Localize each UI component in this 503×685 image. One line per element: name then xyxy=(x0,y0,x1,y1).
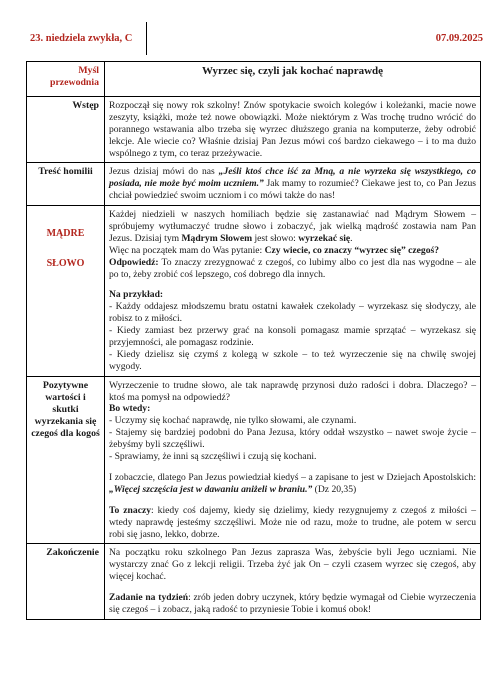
because-item: - Uczymy się kochać naprawdę, nie tylko słowami, ale czynami. xyxy=(109,415,357,427)
because-title: Bo wtedy: xyxy=(109,403,151,415)
weekly-task-paragraph xyxy=(109,592,476,616)
liturgical-day: 23. niedziela zwykła, C xyxy=(22,22,147,55)
positive-intro: Wyrzeczenie to trudne słowo, ale tak naprawdę przynosi dużo radości i dobra. Dlaczego? – ktoś ma pomysł na odpowiedź? xyxy=(109,379,476,403)
wise-word-term: Mądrym Słowem xyxy=(181,232,253,244)
homily-content-text xyxy=(105,163,481,206)
meaning-label: To znaczy xyxy=(109,504,152,516)
homily-table xyxy=(26,61,481,620)
meaning-paragraph xyxy=(109,505,476,541)
acts-reference: (Dz 20,35) xyxy=(312,483,357,495)
answer-paragraph xyxy=(109,257,476,281)
conclusion-label: Zakończenie xyxy=(27,544,105,619)
example-item: - Kiedy zamiast bez przerwy grać na konsoli pomagasz mamie sprzątać – wyrzekasz się przyjemności, ale pomagasz rodzinie. xyxy=(109,325,476,349)
wise-word-keyword: wyrzekać się xyxy=(298,232,351,244)
wise-word-text-c: jest słowo: xyxy=(252,232,299,244)
because-item: - Stajemy się bardziej podobni do Pana Jezusa, który oddał wszystko – nawet swoje życie – żebyśmy byli szczęśliwi. xyxy=(109,427,476,451)
acts-intro: I zobaczcie, dlatego Pan Jezus powiedział kiedyś – a zapisane to jest w Dziejach Apostolskich: xyxy=(109,471,476,483)
question-text: Czy wiecie, co znaczy “wyrzec się” czegoś? xyxy=(264,244,440,256)
intro-text: Rozpoczął się nowy rok szkolny! Znów spotykacie swoich kolegów i koleżanki, macie nowe zeszyty, książki, może też nowe obowiązki. Może niektórym z Was trochę trudno wrócić do porannego wstawania albo trzeba się wyrzec dłuższego grania na komputerze, żeby odrobić lekcje. Ale wiecie co? Właśnie dzisiaj Pan Jezus mówi coś bardzo ciekawego – i to ma dużo wspólnego z tym, co teraz przeżywacie. xyxy=(105,97,481,163)
meaning-text: : kiedy coś dajemy, kiedy się dzielimy, kiedy rezygnujemy z czegoś z miłości – wtedy naprawdę jesteśmy szczęśliwi. Może nie od razu, może to trudne, ale potem w sercu robi się jasno, lekko, dobrze. xyxy=(109,504,476,540)
wise-word-label xyxy=(27,206,105,377)
gospel-quote: „Jeśli ktoś chce iść za Mną, a nie wyrzeka się wszystkiego, co posiada, nie może być moim uczniem.” xyxy=(109,166,476,190)
theme-title: Wyrzec się, czyli jak kochać naprawdę xyxy=(105,62,481,97)
intro-row xyxy=(27,97,481,163)
answer-text: To znaczy zrezygnować z czegoś, co lubimy albo co jest dla nas wygodne – ale po to, żeby zrobić coś lepszego, coś dobrego dla innych. xyxy=(109,256,476,280)
header-row xyxy=(22,22,485,55)
wise-word-content xyxy=(105,206,481,377)
positive-values-label: Pozytywne wartości i skutki wyrzekania się czegoś dla kogoś xyxy=(27,376,105,544)
wise-word-row xyxy=(27,206,481,377)
homily-date: 07.09.2025 xyxy=(435,32,483,44)
intro-label: Wstęp xyxy=(27,97,105,163)
wise-word-paragraph xyxy=(109,209,476,245)
wise-word-label-line2: SŁOWO xyxy=(46,258,85,270)
acts-quote: „Więcej szczęścia jest w dawaniu aniżeli w braniu.” xyxy=(109,483,313,495)
question-intro: Więc na początek mam do Was pytanie: xyxy=(109,244,265,256)
acts-quote-paragraph xyxy=(109,472,476,496)
wise-word-text-a: Każdej niedzieli w naszych homiliach będzie się zastanawiać nad Mądrym Słowem – spróbujemy wytłumaczyć trudne słowo i zobaczyć, jak wielką mądrość zostawia nam Pan Jezus. Dzisiaj tym xyxy=(109,209,476,244)
conclusion-paragraph: Na początku roku szkolnego Pan Jezus zaprasza Was, żebyście byli Jego uczniami. Nie wystarczy znać Go z lekcji religii. Trzeba żyć jak On – czyli czasem wyrzec się czegoś, aby więcej kochać. xyxy=(109,547,476,583)
positive-values-row xyxy=(27,376,481,544)
conclusion-row xyxy=(27,544,481,619)
conclusion-content xyxy=(105,544,481,619)
example-item: - Kiedy dzielisz się czymś z kolegą w szkole – to też wyrzeczenie się na chwilę swojej wygody. xyxy=(109,348,476,372)
example-item: - Każdy oddajesz młodszemu bratu ostatni kawałek czekolady – wyrzekasz się słodyczy, ale robisz to z miłości. xyxy=(109,301,476,325)
homily-content-row xyxy=(27,163,481,206)
homily-content-label: Treść homilii xyxy=(27,163,105,206)
because-item: - Sprawiamy, że inni są szczęśliwi i czują się kochani. xyxy=(109,451,317,463)
question-paragraph xyxy=(109,245,476,257)
wise-word-period: . xyxy=(350,232,353,244)
wise-word-label-line1: MĄDRE xyxy=(46,228,85,240)
answer-label: Odpowiedź: xyxy=(109,256,159,268)
homily-intro: Jezus dzisiaj mówi do nas xyxy=(109,166,219,178)
theme-row xyxy=(27,62,481,97)
weekly-task-text: : zrób jeden dobry uczynek, który będzie wymagał od Ciebie wyrzeczenia się czegoś – i zobacz, jaką radość to przyniesie Tobie i komuś obok! xyxy=(109,592,476,615)
positive-values-content xyxy=(105,376,481,544)
weekly-task-label: Zadanie na tydzień xyxy=(109,592,189,604)
examples-title: Na przykład: xyxy=(109,289,164,301)
homily-after: Jak mamy to rozumieć? Ciekawe jest to, co Pan Jezus chciał powiedzieć swoim uczniom i co mówi także do nas! xyxy=(109,178,477,202)
theme-label: Myśl przewodnia xyxy=(27,62,105,97)
